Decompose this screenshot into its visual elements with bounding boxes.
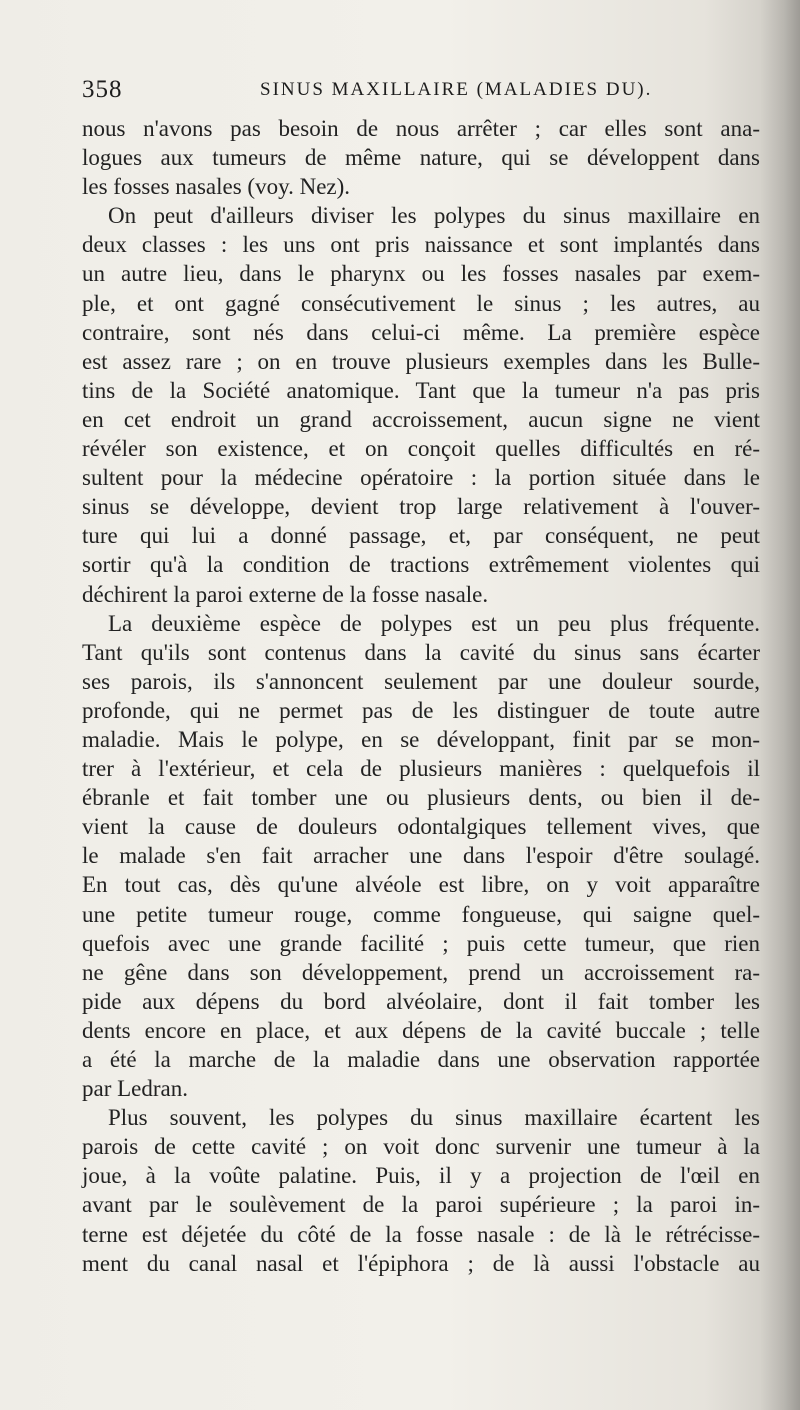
- text-line: ne gêne dans son développement, prend un accroissement ra-: [82, 959, 760, 985]
- text-line: sultent pour la médecine opératoire : la portion située dans le: [82, 465, 760, 491]
- page-header: [82, 76, 762, 110]
- text-line: En tout cas, dès qu'une alvéole est libre, on y voit apparaître: [82, 872, 760, 898]
- running-head: SINUS MAXILLAIRE (MALADIES DU).: [260, 79, 653, 100]
- text-line: révéler son existence, et on conçoit quelles difficultés en ré-: [82, 436, 760, 462]
- text-line: déchirent la paroi externe de la fosse nasale.: [82, 581, 489, 607]
- text-line: nous n'avons pas besoin de nous arrêter ; car elles sont ana-: [82, 116, 760, 141]
- text-line: logues aux tumeurs de même nature, qui se développent dans: [82, 145, 760, 171]
- text-line: en cet endroit un grand accroissement, aucun signe ne vient: [82, 406, 760, 432]
- text-line: par Ledran.: [82, 1076, 188, 1102]
- text-line: une petite tumeur rouge, comme fongueuse, qui saigne quel-: [82, 901, 760, 927]
- text-line: sinus se développe, devient trop large relativement à l'ouver-: [82, 494, 760, 520]
- text-line: trer à l'extérieur, et cela de plusieurs manières : quelquefois il: [82, 756, 760, 782]
- text-line: Plus souvent, les polypes du sinus maxillaire écartent les: [108, 1105, 760, 1131]
- text-line: ment du canal nasal et l'épiphora ; de là aussi l'obstacle au: [82, 1250, 760, 1276]
- spine-shadow: [760, 0, 800, 1410]
- text-line: parois de cette cavité ; on voit donc survenir une tumeur à la: [82, 1134, 760, 1160]
- text-line: vient la cause de douleurs odontalgiques tellement vives, que: [82, 814, 760, 840]
- text-line: a été la marche de la maladie dans une observation rapportée: [82, 1047, 760, 1072]
- text-line: ture qui lui a donné passage, et, par conséquent, ne peut: [82, 523, 760, 549]
- body-text: [82, 114, 760, 1278]
- text-line: les fosses nasales (voy. Nez).: [82, 174, 351, 200]
- text-line: quefois avec une grande facilité ; puis cette tumeur, que rien: [82, 930, 760, 956]
- text-line: avant par le soulèvement de la paroi supérieure ; la paroi in-: [82, 1192, 760, 1218]
- text-line: un autre lieu, dans le pharynx ou les fosses nasales par exem-: [82, 261, 760, 287]
- text-line: le malade s'en fait arracher une dans l'espoir d'être soulagé.: [82, 843, 760, 869]
- text-line: tins de la Société anatomique. Tant que la tumeur n'a pas pris: [82, 377, 760, 403]
- text-line: maladie. Mais le polype, en se développant, finit par se mon-: [82, 726, 760, 752]
- text-line: Tant qu'ils sont contenus dans la cavité du sinus sans écarter: [82, 639, 760, 665]
- text-line: profonde, qui ne permet pas de les distinguer de toute autre: [82, 697, 760, 723]
- text-line: deux classes : les uns ont pris naissance et sont implantés dans: [82, 232, 760, 258]
- text-line: On peut d'ailleurs diviser les polypes du sinus maxillaire en: [108, 203, 760, 229]
- text-line: ébranle et fait tomber une ou plusieurs dents, ou bien il de-: [82, 785, 760, 811]
- page-number: 358: [82, 76, 123, 103]
- text-line: pide aux dépens du bord alvéolaire, dont il fait tomber les: [82, 988, 760, 1014]
- text-line: ses parois, ils s'annoncent seulement par une douleur sourde,: [82, 668, 760, 694]
- text-line: ple, et ont gagné consécutivement le sinus ; les autres, au: [82, 290, 760, 316]
- text-line: contraire, sont nés dans celui-ci même. La première espèce: [82, 319, 760, 345]
- text-line: La deuxième espèce de polypes est un peu plus fréquente.: [108, 610, 760, 636]
- text-line: est assez rare ; on en trouve plusieurs exemples dans les Bulle-: [82, 348, 760, 374]
- text-line: sortir qu'à la condition de tractions extrêmement violentes qui: [82, 552, 760, 578]
- text-line: dents encore en place, et aux dépens de la cavité buccale ; telle: [82, 1017, 760, 1043]
- text-line: joue, à la voûte palatine. Puis, il y a projection de l'œil en: [82, 1163, 760, 1189]
- text-line: terne est déjetée du côté de la fosse nasale : de là le rétrécisse-: [82, 1221, 760, 1247]
